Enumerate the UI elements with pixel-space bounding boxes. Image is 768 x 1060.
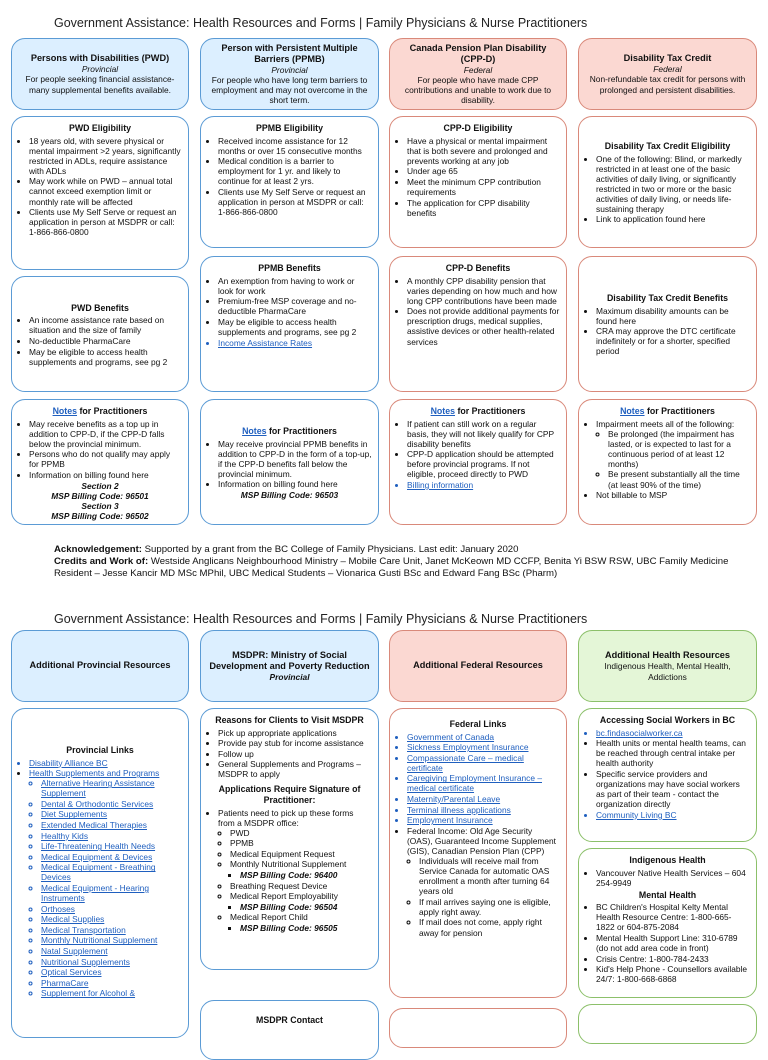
pwd-eligibility-card (11, 116, 189, 270)
list-item: • CPP-D application should be attempted before provincial programs. If not eligible, proceed directly to PWD (407, 449, 560, 479)
form-item: ◦ Medical Equipment Request (230, 849, 372, 859)
supplement-link[interactable]: ◦ Optical Services (41, 967, 182, 977)
notes-suffix: for Practitioners (644, 406, 715, 416)
pwd-description: For people seeking financial assistance- many supplemental benefits available. (25, 74, 175, 95)
supplement-link[interactable]: ◦ Medical Supplies (41, 914, 182, 924)
indigenous-health-title: Indigenous Health (629, 855, 706, 865)
list-item: • No-deductible PharmaCare (29, 336, 182, 346)
pwd-benefits-card (11, 276, 189, 392)
health-supplements-link[interactable]: Health Supplements and Programs (29, 768, 160, 779)
billing-information-link[interactable]: • Billing information (407, 480, 560, 490)
list-item: • Follow up (218, 749, 372, 759)
ppmb-notes-card (200, 399, 379, 525)
supplement-link[interactable]: ◦ Natal Supplement (41, 946, 182, 956)
ppmb-eligibility-title: PPMB Eligibility (256, 123, 323, 133)
disability-alliance-link[interactable]: • Disability Alliance BC (29, 758, 182, 768)
social-worker-link[interactable]: • bc.findasocialworker.ca (596, 728, 750, 738)
provincial-links-title: Provincial Links (66, 745, 134, 755)
supplement-link[interactable]: ◦ Medical Transportation (41, 925, 182, 935)
federal-more-card (389, 1008, 567, 1048)
federal-links-card (389, 708, 567, 998)
federal-link[interactable]: • Sickness Employment Insurance (407, 742, 560, 752)
list-item: • Have a physical or mental impairment that is both severe and prolonged and prevents working at any job (407, 136, 560, 166)
msdpr-title: MSDPR: Ministry of Social Development and Poverty Reduction (209, 649, 370, 671)
page-title: Government Assistance: Health Resources and Forms | Family Physicians & Nurse Practitioners (54, 16, 588, 30)
supplement-link[interactable]: ◦ Medical Equipment - Breathing Devices (41, 862, 182, 882)
dtc-benefits-title: Disability Tax Credit Benefits (606, 293, 729, 304)
pwd-title: Persons with Disabilities (PWD) (30, 53, 170, 64)
form-item: ◦ Monthly Nutritional Supplement (230, 859, 372, 869)
dtc-title: Disability Tax Credit (623, 53, 712, 64)
acknowledgement (54, 544, 734, 580)
supplement-link[interactable]: ◦ Dental & Orthodontic Services (41, 799, 182, 809)
list-item: • May work while on PWD – annual total cannot exceed exemption limit or monthly rate will be affected (29, 176, 182, 206)
credits-label: Credits and Work of: (54, 555, 149, 567)
ppmb-title: Person with Persistent Multiple Barriers (PPMB) (221, 42, 358, 64)
msp-billing-code: MSP Billing Code: 96502 (51, 510, 149, 521)
dtc-notes-card (578, 399, 757, 525)
list-item: • May be eligible to access health supplements and programs, see pg 2 (218, 317, 372, 337)
msdpr-reasons-card (200, 708, 379, 970)
ppmb-benefits-card (200, 256, 379, 392)
provincial-resources-header (11, 630, 189, 702)
cppd-description: For people who have made CPP contributions and unable to work due to disability. (404, 74, 552, 106)
msdpr-reasons-title: Reasons for Clients to Visit MSDPR (215, 715, 364, 725)
pwd-subtitle: Provincial (81, 64, 119, 75)
signature-intro: Patients need to pick up these forms from a MSDPR office: (218, 807, 354, 828)
supplement-link[interactable]: ◦ Alternative Hearing Assistance Supplement (41, 778, 182, 798)
cppd-eligibility-title: CPP-D Eligibility (443, 123, 513, 133)
list-item: • Clients use My Self Serve or request an application in person at MSDPR or call: 1-866-866-0800 (29, 207, 182, 237)
msp-billing-code: MSP Billing Code: 96503 (240, 489, 339, 500)
ack-text: Supported by a grant from the BC College of Family Physicians. Last edit: January 2020 (144, 544, 519, 555)
notes-suffix: for Practitioners (266, 425, 337, 436)
supplement-link[interactable]: ◦ Nutritional Supplements (41, 957, 182, 967)
dtc-eligibility-title: Disability Tax Credit Eligibility (604, 140, 731, 151)
health-resources-description: Indigenous Health, Mental Health, Addictions (604, 661, 731, 682)
ppmb-header-card (200, 38, 379, 110)
federal-link[interactable]: • Caregiving Employment Insurance – medical certificate (407, 773, 560, 793)
supplement-link[interactable]: ◦ Medical Equipment & Devices (41, 852, 182, 862)
cppd-benefits-card (389, 256, 567, 392)
list-item: • Not billable to MSP (596, 490, 750, 500)
provincial-resources-title: Additional Provincial Resources (29, 660, 171, 671)
list-item (218, 808, 372, 933)
provincial-links-card (11, 708, 189, 1038)
section-label: Section 2 (81, 480, 119, 491)
health-resources-title: Additional Health Resources (604, 650, 731, 661)
federal-income-text: Federal Income: Old Age Security (OAS), Guaranteed Income Supplement (GIS), Canadian Pension Plan (CPP) (407, 825, 556, 856)
dtc-eligibility-card (578, 116, 757, 248)
list-item: • An income assistance rate based on situation and the size of family (29, 315, 182, 335)
list-item: • Information on billing found here (29, 470, 182, 480)
ack-label: Acknowledgement: (54, 544, 142, 555)
notes-link[interactable]: Notes (620, 406, 645, 416)
list-item (407, 826, 560, 938)
list-item: ◦ If mail arrives saying one is eligible, apply right away. (419, 897, 560, 917)
msdpr-subtitle: Provincial (269, 671, 310, 682)
list-item: • May be eligible to access health supplements and programs, see pg 2 (29, 347, 182, 367)
list-item: • Received income assistance for 12 months or over 15 consecutive months (218, 136, 372, 156)
cppd-subtitle: Federal (463, 64, 493, 75)
msdpr-contact-title: MSDPR Contact (256, 1015, 323, 1025)
indigenous-mental-health-card (578, 848, 757, 998)
addictions-card (578, 1004, 757, 1044)
list-item: • If patient can still work on a regular basis, they will not likely qualify for CPP disability benefits (407, 419, 560, 449)
pwd-notes-card (11, 399, 189, 525)
list-item: • BC Children's Hospital Kelty Mental Health Resource Centre: 1-800-665-1822 or 604-875-2084 (596, 902, 750, 932)
notes-link[interactable]: Notes (242, 425, 267, 436)
federal-resources-title: Additional Federal Resources (413, 660, 543, 671)
pwd-notes-title (18, 406, 182, 417)
list-item: • Health units or mental health teams, can be reached through central intake per health authority (596, 738, 750, 768)
list-item: • Premium-free MSP coverage and no-deductible PharmaCare (218, 296, 372, 316)
dtc-description: Non-refundable tax credit for persons with prolonged and persistent disabilities. (589, 74, 746, 95)
list-item: • An exemption from having to work or look for work (218, 276, 372, 296)
ppmb-benefits-title: PPMB Benefits (258, 263, 321, 273)
list-item: • Pick up appropriate applications (218, 728, 372, 738)
list-item: • Vancouver Native Health Services – 604 254-9949 (596, 868, 750, 888)
pwd-benefits-title: PWD Benefits (71, 302, 129, 313)
supplement-link[interactable]: ◦ Supplement for Alcohol & (41, 988, 182, 998)
social-workers-title: Accessing Social Workers in BC (599, 715, 736, 725)
federal-link[interactable]: • Terminal illness applications (407, 805, 560, 815)
form-item: ◦ Medical Report Child (230, 912, 372, 922)
list-item: ◦ Be present substantially all the time (at least 90% of the time) (608, 469, 750, 489)
notes-link[interactable]: Notes (52, 406, 78, 416)
notes-suffix: for Practitioners (77, 406, 148, 416)
cppd-benefits-title: CPP-D Benefits (445, 263, 511, 273)
health-resources-header (578, 630, 757, 702)
list-item: ◦ If mail does not come, apply right away for pension (419, 917, 560, 937)
cppd-eligibility-card (389, 116, 567, 248)
list-item: • General Supplements and Programs – MSDPR to apply (218, 759, 372, 779)
federal-link[interactable]: • Maternity/Parental Leave (407, 794, 560, 804)
form-item: ◦ Breathing Request Device (230, 881, 372, 891)
supplement-link[interactable]: ◦ Healthy Kids (41, 831, 182, 841)
list-item: • The application for CPP disability benefits (407, 198, 560, 218)
list-item (29, 768, 182, 998)
community-living-link[interactable]: • Community Living BC (596, 810, 750, 820)
list-item: • Link to application found here (596, 214, 750, 224)
list-item: • May receive benefits as a top up in addition to CPP-D, if the CPP-D falls below the provincial minimum. (29, 419, 182, 449)
list-item: • A monthly CPP disability pension that varies depending on how much and how long CPP contributions have been made (407, 276, 560, 306)
ppmb-notes-title (207, 426, 372, 437)
federal-resources-header (389, 630, 567, 702)
msp-billing-code: ▪ MSP Billing Code: 96504 (240, 902, 372, 912)
ppmb-subtitle: Provincial (271, 64, 308, 75)
supplement-link[interactable]: ◦ Diet Supplements (41, 809, 182, 819)
federal-link[interactable]: • Employment Insurance (407, 815, 560, 825)
cppd-header-card (389, 38, 567, 110)
list-item: • Mental Health Support Line: 310-6789 (do not add area code in front) (596, 933, 750, 953)
list-item: • Specific service providers and organizations may have social workers as part of their team - contact the organization directly (596, 769, 750, 809)
ppmb-eligibility-card (200, 116, 379, 248)
list-item: • Meet the minimum CPP contribution requirements (407, 177, 560, 197)
list-item: • Persons who do not qualify may apply for PPMB (29, 449, 182, 469)
supplement-link[interactable]: ◦ Extended Medical Therapies (41, 820, 182, 830)
pwd-header-card (11, 38, 189, 110)
list-item-text: Impairment meets all of the following: (596, 418, 735, 429)
list-item: • Maximum disability amounts can be found here (596, 306, 750, 326)
list-item: • CRA may approve the DTC certificate indefinitely or for a shorter, specified period (596, 326, 750, 356)
list-item: • Clients use My Self Serve or request an application in person at MSDPR or call: 1-866-866-0800 (218, 187, 372, 217)
federal-link[interactable]: • Government of Canada (407, 732, 560, 742)
notes-suffix: for Practitioners (455, 406, 526, 416)
supplement-link[interactable]: ◦ PharmaCare (41, 978, 182, 988)
supplement-link[interactable]: ◦ Medical Equipment - Hearing Instruments (41, 883, 182, 903)
dtc-subtitle: Federal (653, 64, 682, 75)
list-item: • Information on billing found here (218, 479, 372, 489)
form-item: ◦ PPMB (230, 838, 372, 848)
list-item: • Medical condition is a barrier to employment for 1 yr. and likely to continue for at least 2 yrs. (218, 156, 372, 186)
dtc-header-card (578, 38, 757, 110)
list-item: • Under age 65 (407, 166, 560, 176)
pwd-eligibility-title: PWD Eligibility (68, 123, 132, 133)
msdpr-contact-card (200, 1000, 379, 1060)
notes-link[interactable]: Notes (430, 406, 456, 416)
dtc-notes-title (585, 406, 750, 417)
social-workers-card (578, 708, 757, 842)
federal-link[interactable]: • Compassionate Care – medical certificate (407, 753, 560, 773)
supplement-link[interactable]: ◦ Orthoses (41, 904, 182, 914)
form-item: ◦ PWD (230, 828, 372, 838)
federal-links-title: Federal Links (449, 719, 507, 729)
cppd-notes-card (389, 399, 567, 525)
cppd-notes-title (396, 406, 560, 417)
list-item: • May receive provincial PPMB benefits in addition to CPP-D in the form of a top-up, if the CPP-D benefits fall below the provincial minimum. (218, 439, 372, 479)
credits-text: Westside Anglicans Neighbourhood Ministry – Mobile Care Unit, Janet McKeown MD CCFP, Benita Yi BSW RSW, UBC Family Medicine Resident – Jesse Kancir MD MSc MPhil, UBC Medical Students – Vionarica Gusti BSc and Edward Fang BSc (Pharm) (54, 555, 729, 579)
section-label: Section 3 (81, 500, 119, 511)
msdpr-header (200, 630, 379, 702)
list-item: • Does not provide additional payments for prescription drugs, medical supplies, assistive devices or other health-related services (407, 306, 560, 346)
msp-billing-code: MSP Billing Code: 96501 (51, 490, 149, 501)
supplement-link[interactable]: ◦ Life-Threatening Health Needs (41, 841, 182, 851)
msp-billing-code: ▪ MSP Billing Code: 96400 (240, 870, 372, 880)
list-item: • One of the following: Blind, or markedly restricted in at least one of the basic activities of daily living, or significantly restricted in two or more or the basic activities of daily living, or needs life-sustaining therapy (596, 154, 750, 214)
signature-title: Applications Require Signature of Practitioner: (218, 784, 361, 805)
mental-health-title: Mental Health (638, 889, 697, 900)
list-item: ◦ Individuals will receive mail from Service Canada for automatic OAS enrollment a month after turning 64 years old (419, 856, 560, 896)
supplement-link[interactable]: ◦ Monthly Nutritional Supplement (41, 935, 182, 945)
income-assistance-rates-link[interactable]: • Income Assistance Rates (218, 338, 372, 348)
list-item: • Kid's Help Phone - Counsellors available 24/7: 1-800-668-6868 (596, 964, 750, 984)
list-item: • 18 years old, with severe physical or mental impairment >2 years, significantly restricted in ADLs, require assistance with ADLs (29, 136, 182, 176)
page2-title: Government Assistance: Health Resources and Forms | Family Physicians & Nurse Practitioners (54, 612, 588, 626)
form-item: ◦ Medical Report Employability (230, 891, 372, 901)
ppmb-description: For people who have long term barriers to employment and may not overcome in the short term. (211, 74, 368, 106)
list-item: • Crisis Centre: 1-800-784-2433 (596, 954, 750, 964)
msp-billing-code: ▪ MSP Billing Code: 96505 (240, 923, 372, 933)
list-item: • Provide pay stub for income assistance (218, 738, 372, 748)
list-item (596, 419, 750, 490)
cppd-title: Canada Pension Plan Disability (CPP-D) (409, 42, 547, 64)
dtc-benefits-card (578, 256, 757, 392)
list-item: ◦ Be prolonged (the impairment has lasted, or is expected to last for a continuous period of at least 12 months) (608, 429, 750, 469)
